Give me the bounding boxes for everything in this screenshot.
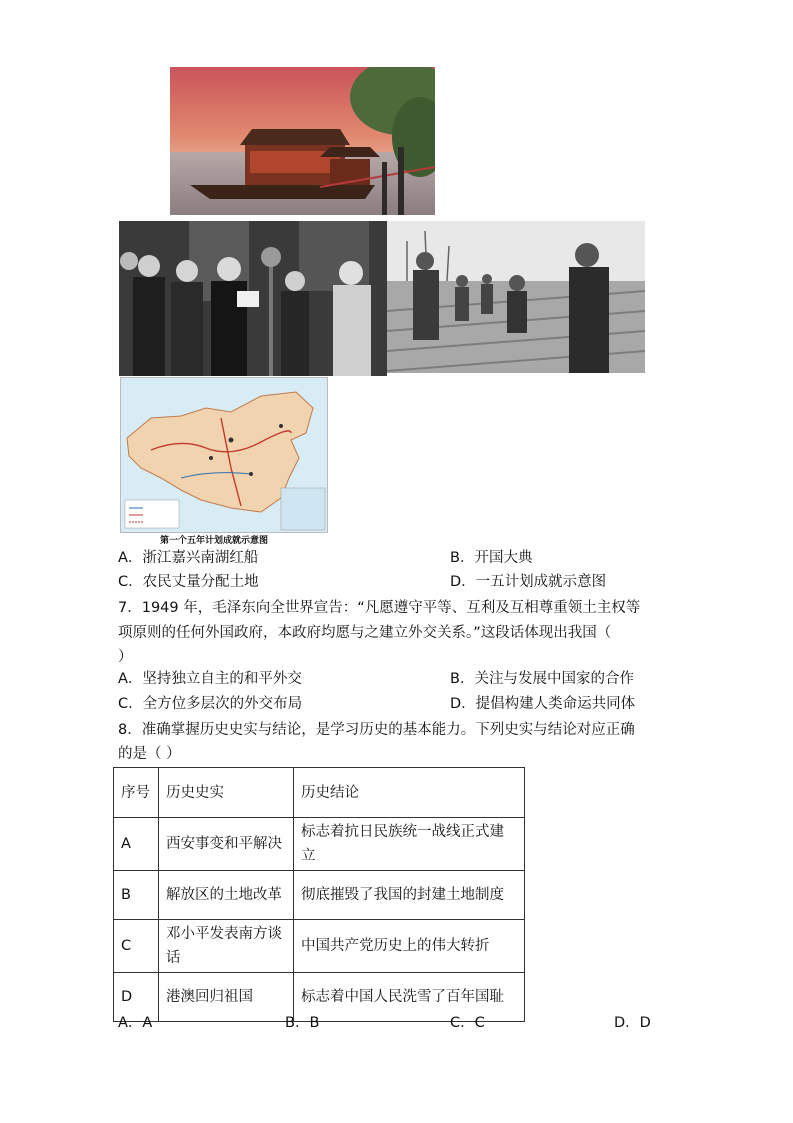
q8-option-b: B．B [285, 1015, 320, 1031]
q8-stem-line1: 8．准确掌握历史史实与结论，是学习历史的基本能力。下列史实与结论对应正确 [118, 722, 635, 738]
row-b-fact: 解放区的土地改革 [159, 871, 294, 920]
table-header-row [114, 768, 525, 818]
q7-option-b: B．关注与发展中国家的合作 [450, 671, 634, 687]
q7-stem-line1: 7．1949 年，毛泽东向全世界宣告：“凡愿遵守平等、互利及互相尊重领土主权等 [118, 600, 641, 616]
founding-ceremony-illustration [119, 221, 387, 376]
q7-stem-line2: 项原则的任何外国政府，本政府均愿与之建立外交关系。”这段话体现出我国（ [118, 625, 612, 641]
q8-stem-line2: 的是（ ） [118, 746, 181, 762]
land-reform-photo [387, 221, 645, 373]
first-five-year-plan-map [120, 377, 328, 533]
q6-option-a: A．浙江嘉兴南湖红船 [118, 550, 259, 566]
q8-option-c: C．C [450, 1015, 485, 1031]
row-a-number: A [114, 818, 159, 871]
red-boat-photo [170, 67, 435, 215]
q7-option-d: D．提倡构建人类命运共同体 [450, 696, 636, 712]
row-b-number: B [114, 871, 159, 920]
header-cell-number: 序号 [114, 768, 159, 818]
q6-option-d: D．一五计划成就示意图 [450, 574, 607, 590]
q7-stem-line3: ） [118, 649, 133, 665]
header-cell-conclusion: 历史结论 [294, 768, 525, 818]
table-row [114, 818, 525, 871]
header-cell-fact: 历史史实 [159, 768, 294, 818]
row-d-conclusion: 标志着中国人民洗雪了百年国耻 [294, 973, 525, 1022]
q8-option-d: D．D [614, 1015, 651, 1031]
q6-option-b: B．开国大典 [450, 550, 533, 566]
row-c-conclusion: 中国共产党历史上的伟大转折 [294, 920, 525, 973]
table-row [114, 871, 525, 920]
land-reform-illustration [387, 221, 645, 373]
map-caption: 第一个五年计划成就示意图 [160, 536, 269, 546]
q7-option-c: C．全方位多层次的外交布局 [118, 696, 303, 712]
q7-option-a: A．坚持独立自主的和平外交 [118, 671, 302, 687]
row-d-number: D [114, 973, 159, 1022]
row-d-fact: 港澳回归祖国 [159, 973, 294, 1022]
table-row [114, 920, 525, 973]
row-c-fact: 邓小平发表南方谈话 [159, 920, 294, 973]
row-a-conclusion: 标志着抗日民族统一战线正式建立 [294, 818, 525, 871]
history-fact-table [113, 767, 525, 1022]
row-a-fact: 西安事变和平解决 [159, 818, 294, 871]
row-b-conclusion: 彻底摧毁了我国的封建土地制度 [294, 871, 525, 920]
q6-option-c: C．农民丈量分配土地 [118, 574, 259, 590]
q8-option-a: A．A [118, 1015, 153, 1031]
map-illustration [121, 378, 327, 532]
row-c-number: C [114, 920, 159, 973]
founding-ceremony-photo [119, 221, 387, 376]
red-boat-illustration [170, 67, 435, 215]
